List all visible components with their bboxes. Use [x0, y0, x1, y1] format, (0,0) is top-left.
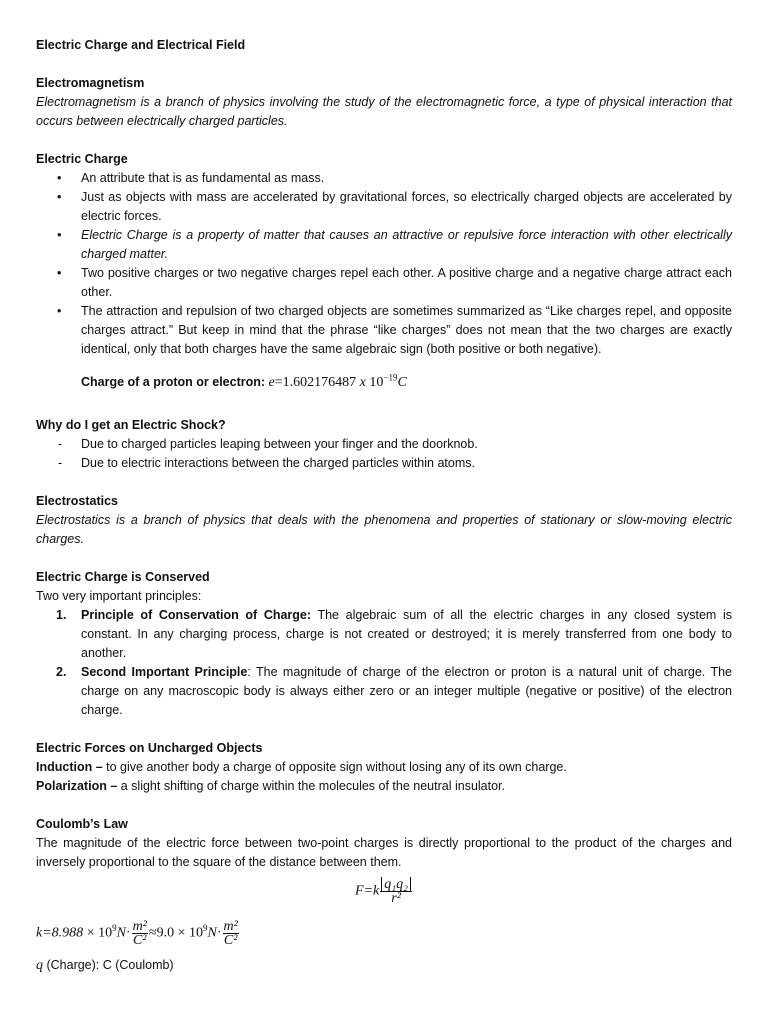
k-exponent: 9: [112, 923, 117, 934]
em-text: Electromagnetism is a branch of physics involving the study of the electromagnetic force, a type of physical interaction that occurs between electrically charged particles.: [36, 95, 732, 128]
conserved-intro: Two very important principles:: [36, 589, 202, 603]
charge-bullet: • Two positive charges or two negative charges repel each other. A positive charge and a negative charge attract each other.: [36, 264, 732, 302]
k-exponent-2: 9: [203, 923, 208, 934]
distance-squared: r²: [391, 891, 401, 906]
k-newton-2: N: [207, 925, 217, 941]
polarization-label: Polarization –: [36, 779, 118, 793]
principle-text: The algebraic sum of all the electric charges in any closed system is constant. In any charging process, charge is not created or destroyed; it is merely transferred from one body to another.: [81, 608, 733, 660]
shock-item: - Due to charged particles leaping between your finger and the doorknob.: [36, 435, 732, 454]
q-text: (Charge): C (Coulomb): [43, 958, 174, 972]
principle-item: [36, 663, 732, 720]
uncharged-heading: Electric Forces on Uncharged Objects: [36, 741, 263, 755]
principle-number: 1.: [56, 608, 67, 622]
coulomb-text: The magnitude of the electric force between two-point charges is directly proportional to the product of the charges and inversely proportional to the square of the distance between them.: [36, 836, 732, 869]
induction-line: [36, 758, 732, 777]
principle-label: Second Important Principle: [81, 665, 248, 679]
induction-text: to give another body a charge of opposite sign without losing any of its own charge.: [102, 760, 567, 774]
charge-bullet: • An attribute that is as fundamental as mass.: [36, 169, 732, 188]
force-lhs: F=k: [355, 883, 380, 899]
charge-bullet: • Just as objects with mass are accelerated by gravitational forces, so electrically charged objects are accelerated by electric forces.: [36, 188, 732, 226]
e-symbol: e: [268, 375, 275, 390]
coulomb-heading: Coulomb’s Law: [36, 817, 128, 831]
es-heading: Electrostatics: [36, 494, 118, 508]
proton-charge-label: Charge of a proton or electron:: [81, 375, 266, 389]
coulomb-formula: [36, 872, 732, 920]
principle-number: 2.: [56, 665, 67, 679]
shock-list: [36, 435, 732, 473]
charge-bullet-list: [36, 169, 732, 359]
shock-item: - Due to electric interactions between the charged particles within atoms.: [36, 454, 732, 473]
k-unit-fraction-2: $\frac{\text{m²}}{\text{C²}}$: [223, 919, 238, 948]
principle-label: Principle of Conservation of Charge:: [81, 608, 312, 622]
k-constant-line: [36, 920, 732, 956]
e-exponent: −19: [383, 372, 398, 383]
k-newton: N: [116, 925, 126, 941]
charge-heading: Electric Charge: [36, 152, 128, 166]
es-text: Electrostatics is a branch of physics that deals with the phenomena and properties of stationary or slow-moving electric charges.: [36, 513, 732, 546]
q-symbol: q: [36, 958, 43, 973]
k-times: ×: [86, 925, 95, 941]
polarization-line: [36, 777, 732, 796]
k-lhs: k=8.988: [36, 925, 84, 941]
principle-text: : The magnitude of charge of the electron or proton is a natural unit of charge. The charge on any macroscopic body is always either zero or an integer multiple (negative or positive) of the electron charge.: [81, 665, 732, 717]
k-base-2: 10: [189, 925, 203, 941]
charge-product: q₁q₂: [381, 877, 411, 892]
charge-bullet: • The attraction and repulsion of two charged objects are sometimes summarized as “Like charges repel, and opposite charges attract.” But keep in mind that the phrase “like charges” does not mean that the two charges are exactly identical, only that both charges have the same algebraic sign (both positive or both negative).: [36, 302, 732, 359]
conserved-heading: Electric Charge is Conserved: [36, 570, 210, 584]
e-base: 10: [369, 375, 384, 390]
shock-heading: Why do I get an Electric Shock?: [36, 418, 226, 432]
charge-bullet: • Electric Charge is a property of matter that causes an attractive or repulsive force interaction with other electrically charged matter.: [36, 226, 732, 264]
k-unit-fraction: $\frac{\text{m²}}{\text{C²}}$: [132, 919, 147, 948]
proton-charge-line: [36, 373, 732, 397]
k-base: 10: [98, 925, 113, 941]
k-dot-2: ·: [216, 925, 222, 941]
k-times-2: ×: [177, 925, 186, 941]
principles-list: [36, 606, 732, 720]
document-title: Electric Charge and Electrical Field: [36, 38, 246, 52]
polarization-text: a slight shifting of charge within the molecules of the neutral insulator.: [117, 779, 506, 793]
induction-label: Induction –: [36, 760, 103, 774]
e-unit: C: [397, 375, 407, 390]
proton-charge-formula: [268, 372, 407, 390]
e-times: x: [359, 375, 366, 390]
k-approx: ≈9.0: [148, 925, 175, 941]
k-dot: ·: [125, 925, 131, 941]
em-heading: Electromagnetism: [36, 76, 145, 90]
q-definition: [36, 956, 732, 975]
e-value: =1.602176487: [274, 375, 357, 390]
principle-item: [36, 606, 732, 663]
force-fraction: [380, 878, 412, 905]
